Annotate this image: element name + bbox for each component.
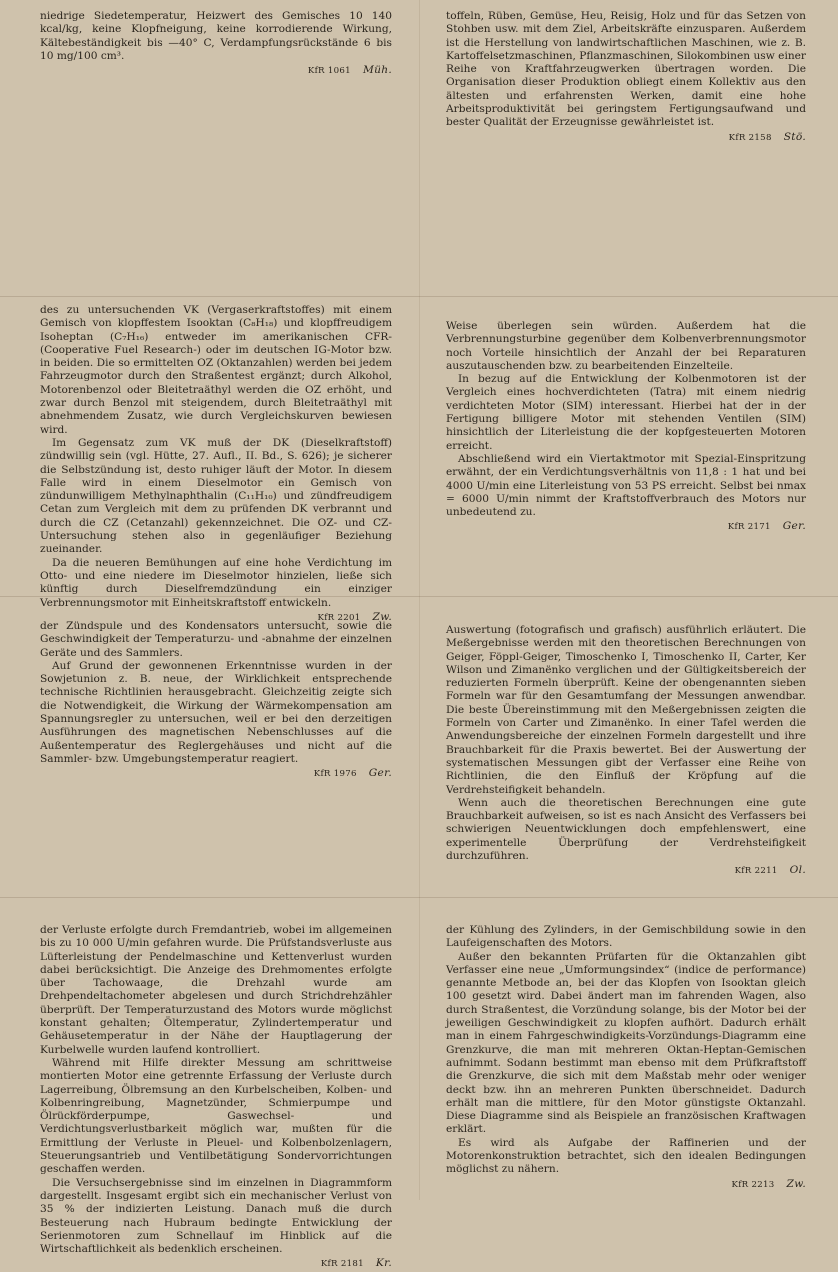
article-clip: [446, 624, 806, 879]
ref-author: Ger.: [368, 767, 392, 780]
paragraph: der Zündspule und des Kondensators untersucht, sowie die Geschwindigkeit der Temperaturzu- und -abnahme der einzelnen Geräte und des Sammlers.: [40, 620, 392, 659]
article-clip: [446, 924, 806, 1192]
reference: [446, 520, 806, 534]
paragraph: Wenn auch die theoretischen Berechnungen eine gute Brauchbarkeit aufweisen, so ist es nach Ansicht des Verfassers bei schwierigen Neuentwicklungen doch empfehlenswert, eine experimentelle Überprüfung der Verdrehsteifigkeit durchzuführen.: [446, 796, 806, 863]
ref-author: Zw.: [786, 1177, 806, 1190]
paragraph: In bezug auf die Entwicklung der Kolbenmotoren ist der Vergleich eines hochverdichteten (Tatra) mit einem niedrig verdichteten Motor (SIM) interessant. Hierbei hat der in der Fertigung billigere Motor mit stehenden Ventilen (SIM) hinsichtlich der Literleistung die der kopfgesteuerten Motoren erreicht.: [446, 373, 806, 452]
article-clip: [40, 620, 392, 782]
ref-number: KfR 2181: [320, 1259, 364, 1270]
reference: [40, 1257, 392, 1271]
paragraph: toffeln, Rüben, Gemüse, Heu, Reisig, Holz und für das Setzen von Stohben usw. mit dem Ziel, Arbeitskräfte einzusparen. Außerdem ist die Herstellung von landwirtschaftlichen Maschinen, wie z. B. Kartoffelsetzmaschinen, Pflanzmaschinen, Silokombinen usw einer Reihe von Kraftfahrzeugwerken übertragen worden. Die Organisation dieser Produktion obliegt einem Kollektiv aus den ältesten und erfahrensten Werken, damit eine hohe Arbeitsproduktivität bei geringstem Fertigungsaufwand und bester Qualität der Erzeugnisse gewährleistet ist.: [446, 10, 806, 129]
paragraph: Abschließend wird ein Viertaktmotor mit Spezial-Einspritzung erwähnt, der ein Verdichtungsverhältnis von 11,8 : 1 hat und bei 4000 U/min eine Literleistung von 53 PS erreicht. Selbst bei nmax = 6000 U/min nimmt der Kraftstoffverbrauch des Motors nur unbedeutend zu.: [446, 452, 806, 519]
ref-number: KfR 2158: [728, 132, 772, 143]
reference: [40, 767, 392, 781]
ref-number: KfR 2171: [727, 522, 771, 533]
paragraph: Da die neueren Bemühungen auf eine hohe Verdichtung im Otto- und eine niedere im Dieselmotor hinzielen, ließe sich künftig durch Dieselfremdzündung ein einziger Verbrennungsmotor mit Einheitskraftstoff entwickeln.: [40, 556, 392, 609]
ref-number: KfR 2213: [731, 1179, 775, 1190]
paragraph: Auswertung (fotografisch und grafisch) ausführlich erläutert. Die Meßergebnisse werden mit den theoretischen Berechnungen von Geiger, Föppl-Geiger, Timoschenko I, Timoschenko II, Carter, Ker Wilson und Zimanënko verglichen und der Gültigkeitsbereich der reduzierten Formeln überprüft. Keine der obengenannten sieben Formeln war für den Gesamtumfang der Messungen anwendbar. Die beste Übereinstimmung mit den Meßergebnissen zeigten die Formeln von Carter und Zimanënko. In einer Tafel werden die Anwendungsbereiche der einzelnen Formeln dargestellt und ihre Brauchbarkeit für die Praxis bewertet. Bei der Auswertung der systematischen Messungen gibt der Verfasser eine Reihe von Richtlinien, die den Einfluß der Kröpfung auf die Verdrehsteifigkeit behandeln.: [446, 624, 806, 796]
paragraph: Außer den bekannten Prüfarten für die Oktanzahlen gibt Verfasser eine neue „Umformungsindex“ (indice de performance) genannte Metbode an, bei der das Klopfen von Isooktan gleich 100 gesetzt wird. Dabei ändert man im fahrenden Wagen, also durch Straßentest, die Vorzündung solange, bis der Motor bei der jeweiligen Geschwindigkeit zu klopfen aufhört. Dadurch erhält man in einem Fahrgeschwindigkeits-Vorzündungs-Diagramm eine Grenzkurve, die man mit mehreren Oktan-Heptan-Gemischen aufnimmt. Sodann bestimmt man ebenso mit dem Prüfkraftstoff die Grenzkurve, die sich mit dem Maßstab mehr oder weniger deckt bzw. ihn an mehreren Punkten überschneidet. Dadurch erhält man die mittlere, für den Motor günstigste Oktanzahl. Diese Diagramme sind als Beispiele an französischen Kraftwagen erklärt.: [446, 950, 806, 1136]
paragraph: Die Versuchsergebnisse sind im einzelnen in Diagrammform dargestellt. Insgesamt ergibt sich ein mechanischer Verlust von 35 % der indizierten Leistung. Danach muß die durch Besteuerung nach Hubraum bedingte Entwicklung der Serienmotoren zum Schnellauf im Hinblick auf die Wirtschaftlichkeit als bedenklich erscheinen.: [40, 1176, 392, 1256]
reference: [40, 64, 392, 78]
ref-author: Stö.: [783, 130, 806, 143]
reference: [446, 1178, 806, 1192]
paragraph: des zu untersuchenden VK (Vergaserkraftstoffes) mit einem Gemisch von klopffestem Isooktan (C₈H₁₈) und klopffreudigem Isoheptan (C₇H₁₆) entweder im amerikanischen CFR-(Cooperative Fuel Research-) oder im deutschen IG-Motor bzw. in beiden. Die so ermittelten OZ (Oktanzahlen) werden bei jedem Fahrzeugmotor durch den Straßentest ergänzt; durch Alkohol, Motorenbenzol oder Bleitetraäthyl werden die OZ erhöht, und zwar durch Benzol mit steigendem, durch Bleitetraäthyl mit abnehmendem Zusatz, wie durch Vergleichskurven bewiesen wird.: [40, 304, 392, 436]
paragraph: Auf Grund der gewonnenen Erkenntnisse wurden in der Sowjetunion z. B. neue, der Wirklichkeit entsprechende technische Richtlinien herausgebracht. Gleichzeitig zeigte sich die Notwendigkeit, die Wirkung der Wärmekompensation am Spannungsregler zu untersuchen, weil er bei den derzeitigen Ausführungen des magnetischen Nebenschlusses auf die Außentemperatur des Reglergehäuses und nicht auf die Sammler- bzw. Umgebungstemperatur reagiert.: [40, 659, 392, 765]
ref-author: Zw.: [372, 610, 392, 623]
paragraph: der Verluste erfolgte durch Fremdantrieb, wobei im allgemeinen bis zu 10 000 U/min gefahren wurde. Die Prüfstandsverluste aus Lüfterleistung der Pendelmaschine und Kettenverlust wurden dabei berücksichtigt. Die Anzeige des Drehmomentes erfolgte über Tachowaage, die Drehzahl wurde am Drehpendeltachometer abgelesen und durch Strichdrehzähler überprüft. Der Temperaturzustand des Motors wurde möglichst konstant gehalten; Öltemperatur, Zylindertemperatur und Gehäusetemperatur in der Nähe der Hauptlagerung der Kurbelwelle wurden laufend kontrolliert.: [40, 924, 392, 1056]
ref-author: Ol.: [789, 864, 806, 877]
reference: [446, 864, 806, 878]
ref-number: KfR 2201: [317, 612, 361, 623]
paragraph: Während mit Hilfe direkter Messung am schrittweise montierten Motor eine getrennte Erfassung der Verluste durch Lagerreibung, Ölbremsung an den Kurbelscheiben, Kolben- und Kolbenringreibung, Magnetzünder, Schmierpumpe und Ölrückförderpumpe, Gaswechsel- und Verdichtungsverlustbarkeit möglich war, mußten für die Ermittlung der Verluste in Pleuel- und Kolbenbolzenlagern, Steuerungsantrieb und Ventilbetätigung Sondervorrichtungen geschaffen werden.: [40, 1056, 392, 1176]
paragraph: niedrige Siedetemperatur, Heizwert des Gemisches 10 140 kcal/kg, keine Klopfneigung, keine korrodierende Wirkung, Kältebeständigkeit bis —40° C, Verdampfungsrückstände 6 bis 10 mg/100 cm³.: [40, 10, 392, 62]
ref-number: KfR 1976: [313, 769, 357, 780]
paragraph: der Kühlung des Zylinders, in der Gemischbildung sowie in den Laufeigenschaften des Motors.: [446, 924, 806, 950]
ref-number: KfR 2211: [734, 866, 778, 877]
ref-number: KfR 1061: [307, 66, 351, 77]
article-clip: [446, 320, 806, 535]
paragraph: Im Gegensatz zum VK muß der DK (Dieselkraftstoff) zündwillig sein (vgl. Hütte, 27. Aufl., II. Bd., S. 626); je sicherer die Selbstzündung ist, desto ruhiger läuft der Motor. In diesem Falle wird in einem Dieselmotor ein Gemisch von zündunwilligem Methylnaphthalin (C₁₁H₁₀) und zündfreudigem Cetan zum Vergleich mit dem zu prüfenden DK verbrannt und durch die CZ (Cetanzahl) gekennzeichnet. Die OZ- und CZ-Untersuchung stehen also in gegenläufiger Beziehung zueinander.: [40, 436, 392, 556]
divider: [419, 0, 420, 1200]
ref-author: Kr.: [375, 1257, 392, 1270]
ref-author: Ger.: [782, 520, 806, 533]
reference: [446, 131, 806, 145]
paragraph: Es wird als Aufgabe der Raffinerien und der Motorenkonstruktion betrachtet, sich den idealen Bedingungen möglichst zu nähern.: [446, 1136, 806, 1176]
paragraph: Weise überlegen sein würden. Außerdem hat die Verbrennungsturbine gegenüber dem Kolbenverbrennungsmotor noch Vorteile hinsichtlich der Anzahl der bei Reparaturen auszutauschenden bzw. zu bearbeitenden Einzelteile.: [446, 320, 806, 372]
article-clip: [40, 304, 392, 625]
article-clip: [446, 10, 806, 145]
ref-author: Müh.: [362, 64, 392, 77]
article-clip: [40, 924, 392, 1272]
article-clip: [40, 10, 392, 78]
